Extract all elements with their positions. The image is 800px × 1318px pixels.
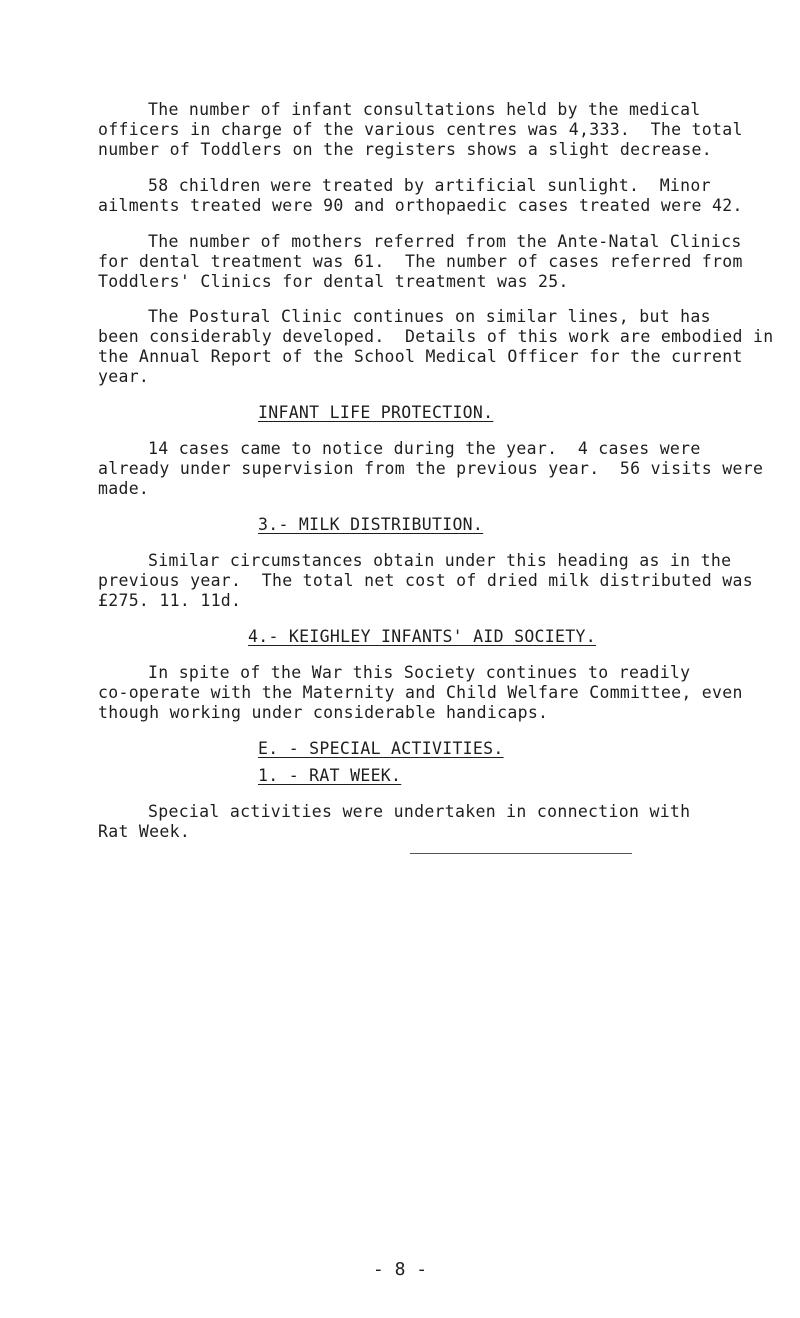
paragraph-line: number of Toddlers on the registers shows a slight decrease. — [98, 140, 713, 159]
paragraph-line: Special activities were undertaken in connection with — [148, 802, 691, 821]
horizontal-rule — [410, 853, 632, 854]
section-heading: 4.- KEIGHLEY INFANTS' AID SOCIETY. — [248, 627, 596, 646]
section-heading: INFANT LIFE PROTECTION. — [258, 403, 494, 422]
paragraph-line: for dental treatment was 61. The number of cases referred from — [98, 252, 743, 271]
paragraph-line: In spite of the War this Society continues to readily — [148, 663, 691, 682]
paragraph-line: officers in charge of the various centres was 4,333. The total — [98, 120, 743, 139]
paragraph-line: £275. 11. 11d. — [98, 591, 242, 610]
page-number: - 8 - — [372, 1259, 428, 1280]
paragraph-line: made. — [98, 479, 150, 498]
paragraph-line: 58 children were treated by artificial sunlight. Minor — [148, 176, 711, 195]
paragraph-line: the Annual Report of the School Medical Officer for the current — [98, 347, 743, 366]
paragraph-line: already under supervision from the previous year. 56 visits were — [98, 459, 764, 478]
paragraph-line: The number of mothers referred from the Ante-Natal Clinics — [148, 232, 742, 251]
section-heading: 3.- MILK DISTRIBUTION. — [258, 515, 484, 534]
paragraph-line: The Postural Clinic continues on similar lines, but has — [148, 307, 711, 326]
paragraph-line: been considerably developed. Details of this work are embodied in — [98, 327, 774, 346]
paragraph-line: previous year. The total net cost of dried milk distributed was — [98, 571, 753, 590]
paragraph-line: Rat Week. — [98, 822, 191, 841]
paragraph-line: co-operate with the Maternity and Child Welfare Committee, even — [98, 683, 743, 702]
paragraph-line: 14 cases came to notice during the year. 4 cases were — [148, 439, 701, 458]
paragraph-line: The number of infant consultations held by the medical — [148, 100, 701, 119]
paragraph-line: though working under considerable handicaps. — [98, 703, 549, 722]
subsection-heading: 1. - RAT WEEK. — [258, 766, 402, 785]
paragraph-line: year. — [98, 367, 150, 386]
paragraph-line: ailments treated were 90 and orthopaedic cases treated were 42. — [98, 196, 743, 215]
paragraph-line: Toddlers' Clinics for dental treatment was 25. — [98, 272, 569, 291]
paragraph-line: Similar circumstances obtain under this heading as in the — [148, 551, 732, 570]
section-heading: E. - SPECIAL ACTIVITIES. — [258, 739, 504, 758]
